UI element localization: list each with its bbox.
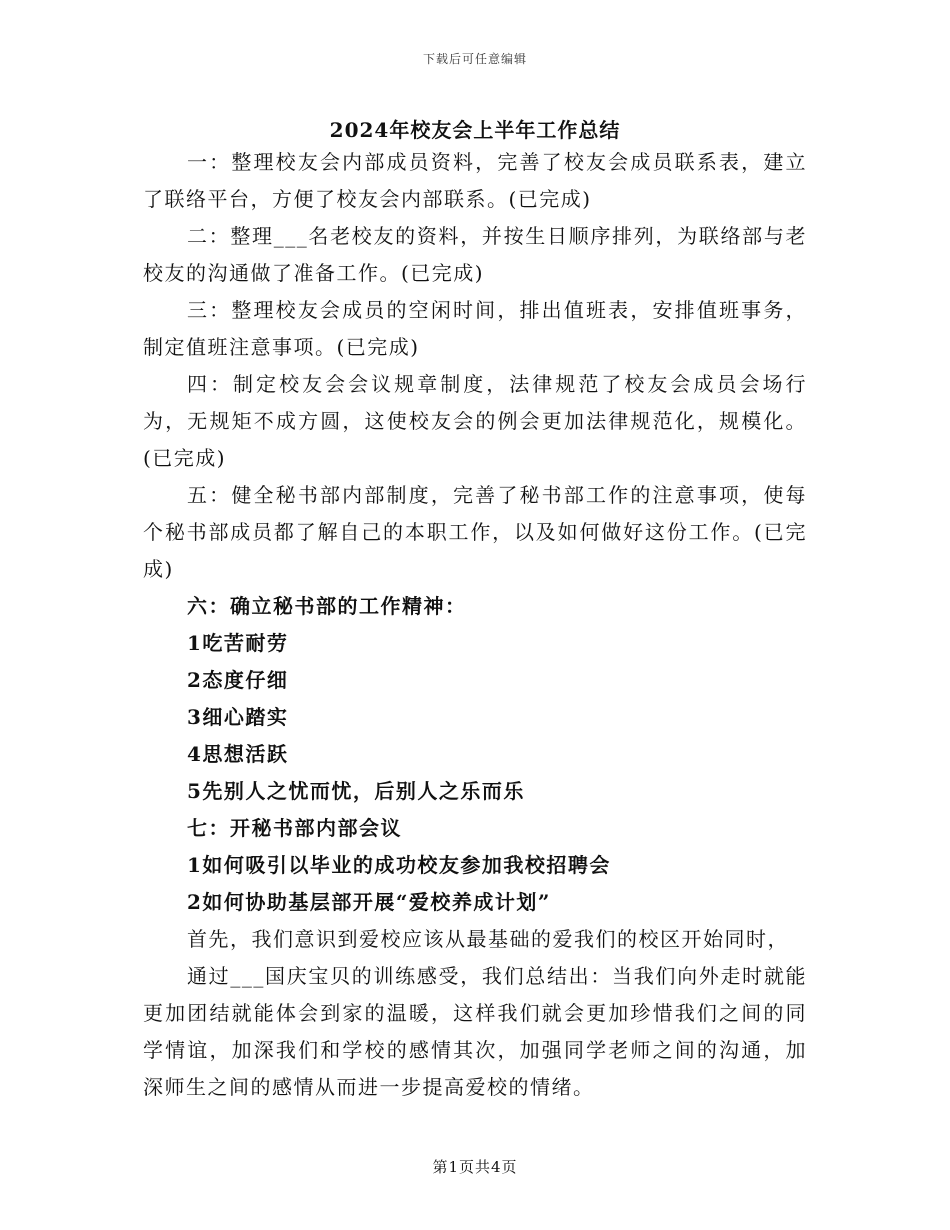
paragraph-through: 通过___国庆宝贝的训练感受，我们总结出：当我们向外走时就能更加团结就能体会到家的温暖，这样我们就会更加珍惜我们之间的同学情谊，加深我们和学校的感情其次，加强同学老师之间的沟通，加深师生之间的感情从而进一步提高爱校的情绪。 [143,964,807,1099]
spirit-list-item: 1吃苦耐劳 [187,631,289,655]
page-indicator: 第1页共4页 [432,1158,518,1176]
paragraph-item-2: 二：整理___名老校友的资料，并按生日顺序排列，为联络部与老校友的沟通做了准备工作。(已完成) [143,224,807,285]
spirit-list-item: 2态度仔细 [187,668,289,692]
spirit-list-item: 5先别人之忧而忧，后别人之乐而乐 [187,779,525,803]
paragraph-item-3: 三：整理校友会成员的空闲时间，排出值班表，安排值班事务，制定值班注意事项。(已完成) [143,298,807,359]
spirit-list-item: 3细心踏实 [187,705,289,729]
download-note: 下载后可任意编辑 [422,52,527,66]
section-heading-spirit: 六：确立秘书部的工作精神： [187,594,467,618]
paragraph-first: 首先，我们意识到爱校应该从最基础的爱我们的校区开始同时， [187,927,789,951]
document-body [143,144,807,1106]
meeting-list-item: 1如何吸引以毕业的成功校友参加我校招聘会 [187,853,611,877]
spirit-list-item: 4思想活跃 [187,742,289,766]
paragraph-item-1: 一：整理校友会内部成员资料，完善了校友会成员联系表，建立了联络平台，方便了校友会内部联系。(已完成) [143,150,807,211]
paragraph-item-4: 四：制定校友会会议规章制度，法律规范了校友会成员会场行为，无规矩不成方圆，这使校友会的例会更加法律规范化，规模化。(已完成) [143,372,807,470]
document-title: 2024年校友会上半年工作总结 [329,118,621,142]
meeting-list-item: 2如何协助基层部开展“爱校养成计划” [187,890,551,914]
paragraph-item-5: 五：健全秘书部内部制度，完善了秘书部工作的注意事项，使每个秘书部成员都了解自己的本职工作，以及如何做好这份工作。(已完成) [143,483,807,581]
section-heading-meeting: 七：开秘书部内部会议 [187,816,402,840]
